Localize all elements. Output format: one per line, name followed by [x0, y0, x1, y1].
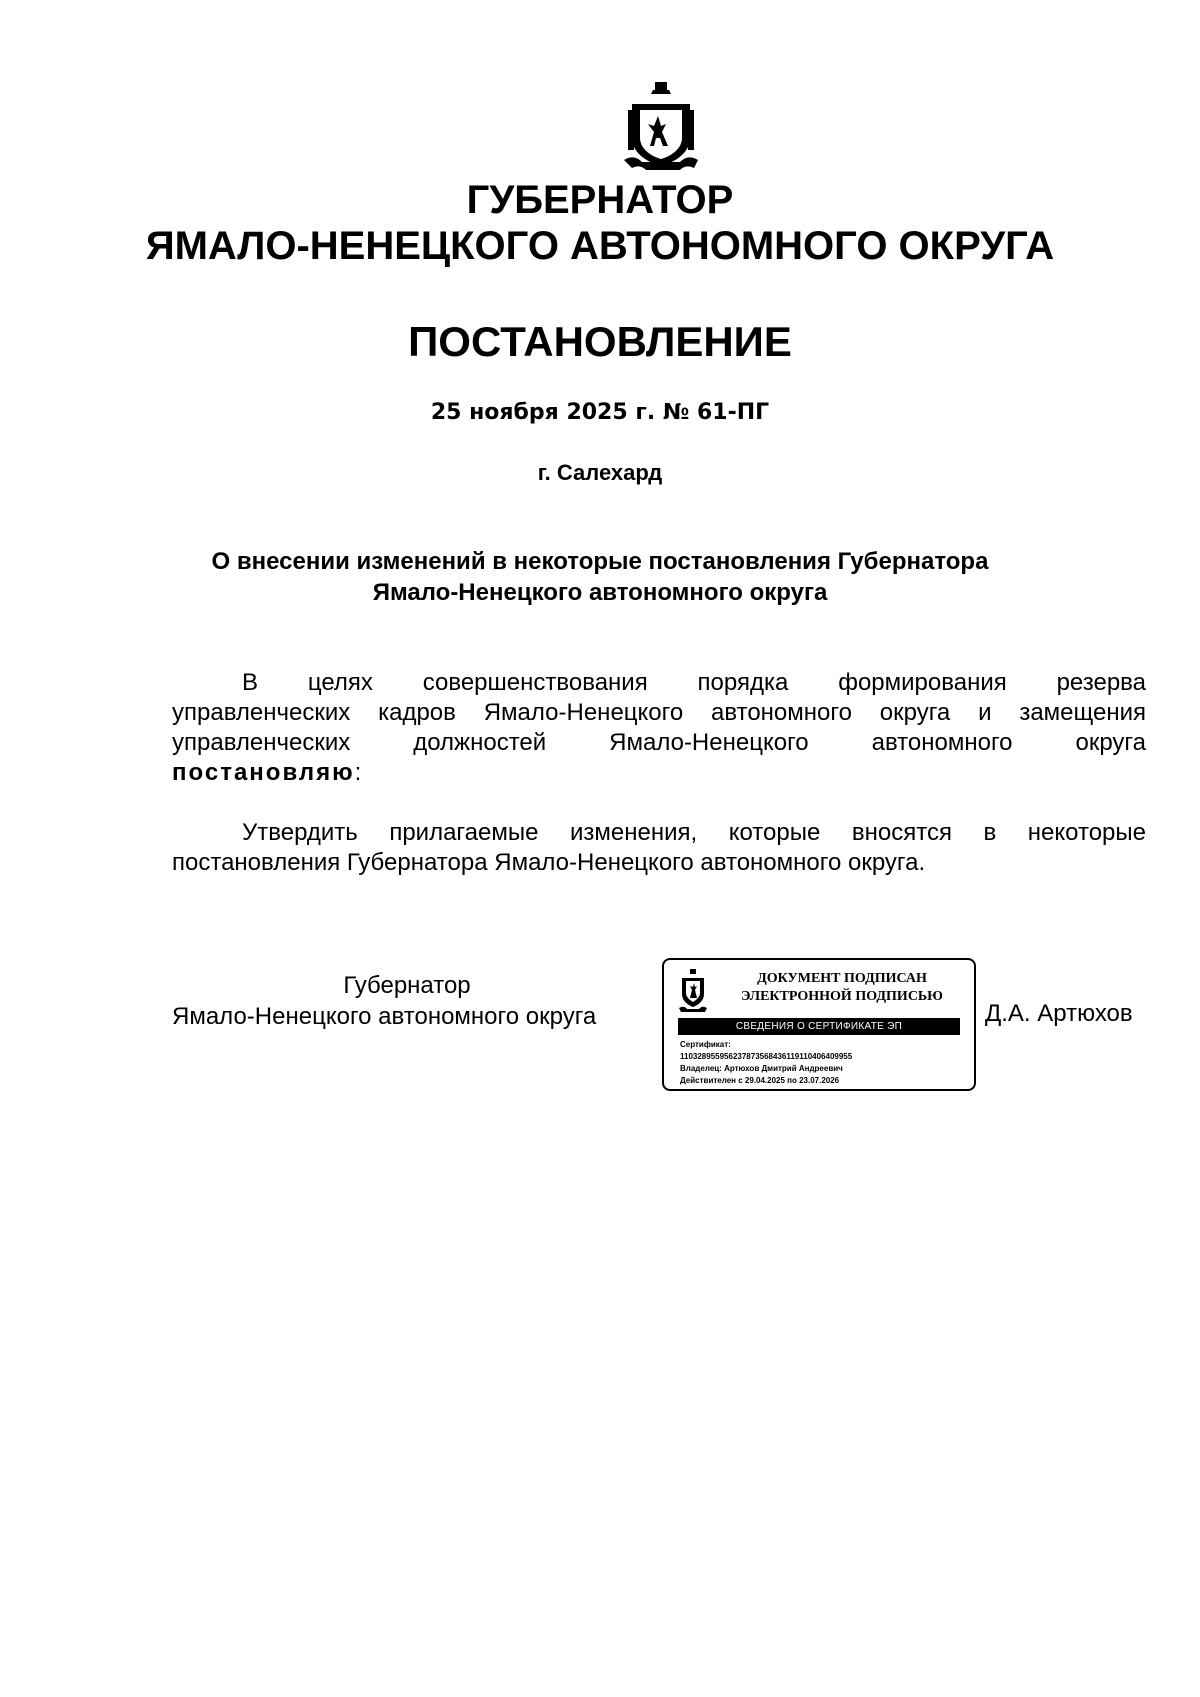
document-type: ПОСТАНОВЛЕНИЕ — [408, 318, 792, 365]
electronic-signature-stamp — [662, 958, 976, 1091]
stamp-cert-number: 110328955956237873568436119110406409955 — [680, 1052, 853, 1061]
resolve-colon: : — [354, 759, 362, 786]
signatory-position-line2: Ямало-Ненецкого автономного округа — [172, 1003, 597, 1030]
stamp-validity: Действителен с 29.04.2025 по 23.07.2026 — [680, 1076, 840, 1085]
document-subject — [0, 546, 1200, 608]
para2-line1: Утвердить прилагаемые изменения, которые вносятся в некоторые — [242, 819, 1146, 846]
stamp-owner: Владелец: Артюхов Дмитрий Андреевич — [680, 1064, 843, 1073]
stamp-cert-label: Сертификат: — [680, 1040, 731, 1049]
signatory-position — [172, 970, 642, 1032]
stamp-title-line1: ДОКУМЕНТ ПОДПИСАН — [757, 971, 927, 986]
signatory-position-line1: Губернатор — [343, 972, 471, 999]
subject-line2: Ямало-Ненецкого автономного округа — [372, 579, 828, 606]
header-line2: ЯМАЛО-НЕНЕЦКОГО АВТОНОМНОГО ОКРУГА — [145, 224, 1055, 268]
header-line1: ГУБЕРНАТОР — [466, 178, 734, 222]
emblem-icon — [620, 80, 702, 175]
signatory-name: Д.А. Артюхов — [985, 1000, 1133, 1027]
city: г. Салехард — [537, 460, 663, 485]
para1-line1: В целях совершенствования порядка формирования резерва — [242, 669, 1146, 696]
resolve-word: постановляю — [172, 759, 355, 786]
subject-line1: О внесении изменений в некоторые постановления Губернатора — [211, 548, 989, 575]
stamp-title — [714, 970, 970, 1006]
para1-line2: управленческих кадров Ямало-Ненецкого автономного округа и замещения — [172, 699, 1146, 726]
paragraph-preamble — [172, 668, 1146, 788]
stamp-certificate-header: СВЕДЕНИЯ О СЕРТИФИКАТЕ ЭП — [678, 1018, 960, 1035]
para1-line4 — [172, 758, 1146, 788]
paragraph-resolution — [172, 818, 1146, 878]
para2-line2: постановления Губернатора Ямало-Ненецкого автономного округа. — [172, 849, 926, 876]
date-number: 25 ноября 2025 г. № 61-ПГ — [430, 400, 770, 425]
stamp-certificate-info — [680, 1039, 852, 1087]
para1-line3: управленческих должностей Ямало-Ненецкого автономного округа — [172, 729, 1146, 756]
stamp-title-line2: ЭЛЕКТРОННОЙ ПОДПИСЬЮ — [741, 989, 943, 1004]
stamp-emblem-icon — [678, 968, 708, 1014]
